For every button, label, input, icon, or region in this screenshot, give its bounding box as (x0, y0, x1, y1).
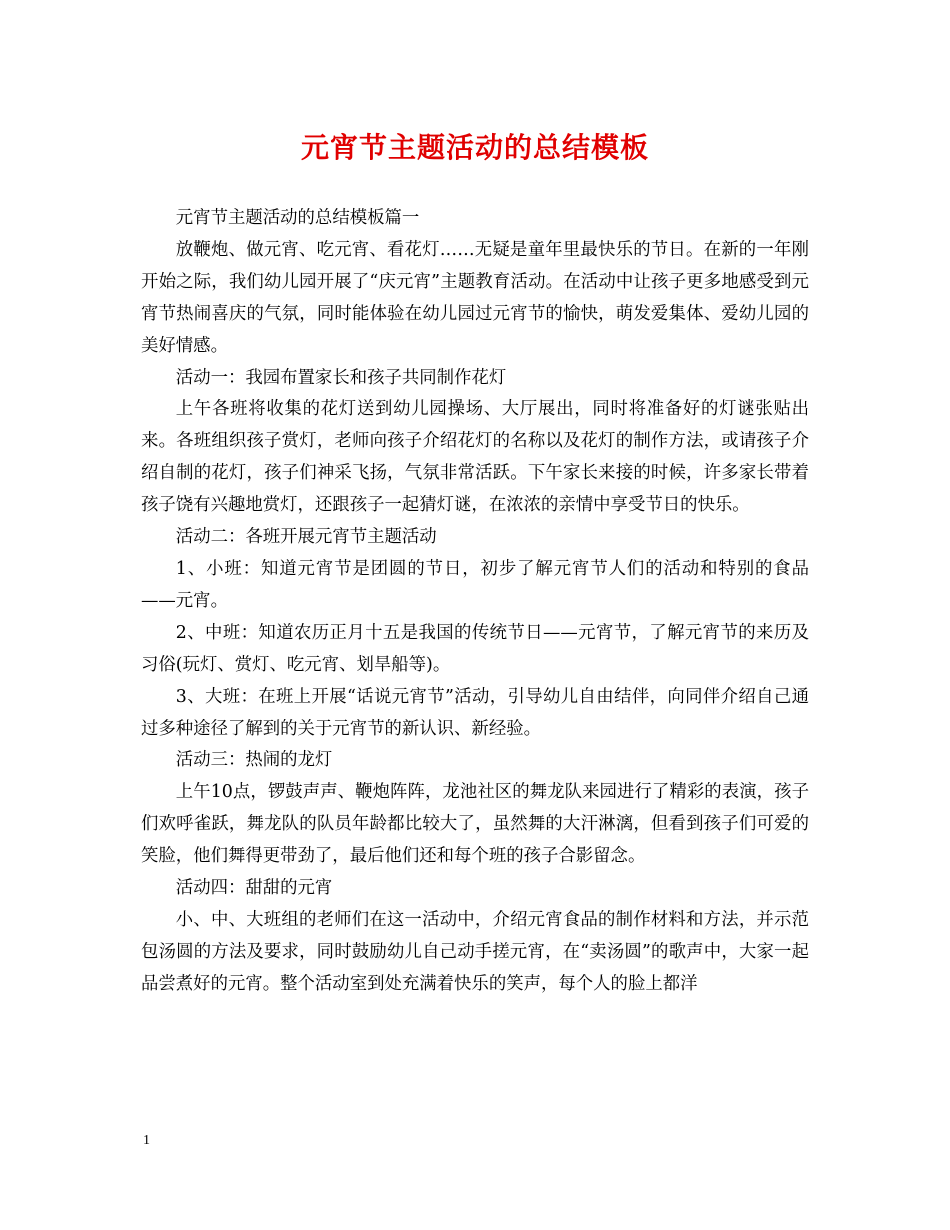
activity-one-paragraph: 上午各班将收集的花灯送到幼儿园操场、大厅展出，同时将准备好的灯谜张贴出来。各班组织孩子赏灯，老师向孩子介绍花灯的名称以及花灯的制作方法，或请孩子介绍自制的花灯，孩子们神采飞扬，气氛非常活跃。下午家长来接的时候，许多家长带着孩子饶有兴趣地赏灯，还跟孩子一起猜灯谜，在浓浓的亲情中享受节日的快乐。 (141, 399, 809, 516)
document-body (141, 203, 809, 1001)
section-heading-part-one: 元宵节主题活动的总结模板篇一 (175, 208, 420, 228)
large-class-item: 3、大班：在班上开展“话说元宵节”活动，引导幼儿自由结伴，向同伴介绍自己通过多种途径了解到的关于元宵节的新认识、新经验。 (141, 686, 809, 739)
intro-paragraph: 放鞭炮、做元宵、吃元宵、看花灯……无疑是童年里最快乐的节日。在新的一年刚开始之际，我们幼儿园开展了“庆元宵”主题教育活动。在活动中让孩子更多地感受到元宵节热闹喜庆的气氛，同时能体验在幼儿园过元宵节的愉快，萌发爱集体、爱幼儿园的美好情感。 (141, 239, 809, 356)
activity-three-paragraph: 上午10点，锣鼓声声、鞭炮阵阵，龙池社区的舞龙队来园进行了精彩的表演，孩子们欢呼雀跃，舞龙队的队员年龄都比较大了，虽然舞的大汗淋漓，但看到孩子们可爱的笑脸，他们舞得更带劲了，最后他们还和每个班的孩子合影留念。 (141, 782, 809, 867)
activity-one-heading: 活动一：我园布置家长和孩子共同制作花灯 (175, 367, 507, 388)
activity-four-paragraph: 小、中、大班组的老师们在这一活动中，介绍元宵食品的制作材料和方法，并示范包汤圆的方法及要求，同时鼓励幼儿自己动手搓元宵，在“卖汤圆”的歌声中，大家一起品尝煮好的元宵。整个活动室到处充满着快乐的笑声，每个人的脸上都洋 (141, 909, 809, 994)
activity-two-heading: 活动二：各班开展元宵节主题活动 (175, 527, 437, 548)
activity-three-heading: 活动三：热闹的龙灯 (175, 750, 333, 771)
middle-class-item: 2、中班：知道农历正月十五是我国的传统节日——元宵节，了解元宵节的来历及习俗(玩灯、赏灯、吃元宵、划旱船等)。 (141, 622, 809, 675)
small-class-item: 1、小班：知道元宵节是团圆的节日，初步了解元宵节人们的活动和特别的食品——元宵。 (141, 558, 809, 611)
document-title: 元宵节主题活动的总结模板 (300, 131, 649, 164)
page-number: 1 (143, 1133, 150, 1148)
activity-four-heading: 活动四：甜甜的元宵 (175, 878, 333, 899)
